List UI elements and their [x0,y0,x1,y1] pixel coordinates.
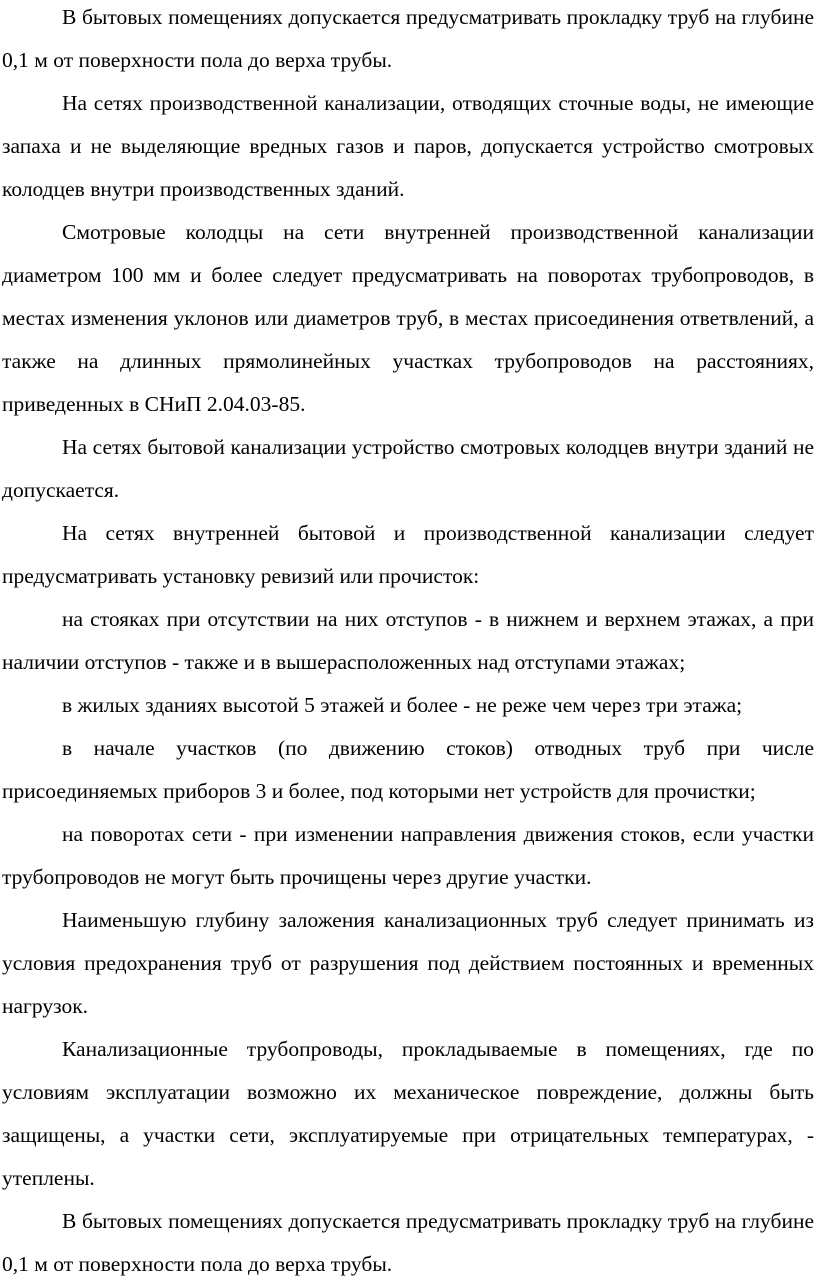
paragraph: на поворотах сети - при изменении направления движения стоков, если участки трубопроводов не могут быть прочищены через другие участки. [2,822,814,889]
document-body [2,0,814,1286]
paragraph: Смотровые колодцы на сети внутренней производственной канализации диаметром 100 мм и более следует предусматривать на поворотах трубопроводов, в местах изменения уклонов или диаметров труб, в местах присоединения ответвлений, а также на длинных прямолинейных участках трубопроводов на расстояниях, приведенных в СНиП 2.04.03-85. [2,220,814,416]
paragraph: в начале участков (по движению стоков) отводных труб при числе присоединяемых приборов 3 и более, под которыми нет устройств для прочистки; [2,736,814,803]
paragraph: На сетях внутренней бытовой и производственной канализации следует предусматривать установку ревизий или прочисток: [2,521,814,588]
paragraph: В бытовых помещениях допускается предусматривать прокладку труб на глубине 0,1 м от поверхности пола до верха трубы. [2,5,814,72]
paragraph: в жилых зданиях высотой 5 этажей и более - не реже чем через три этажа; [62,693,743,717]
paragraph: Наименьшую глубину заложения канализационных труб следует принимать из условия предохранения труб от разрушения под действием постоянных и временных нагрузок. [2,908,814,1018]
paragraph: На сетях производственной канализации, отводящих сточные воды, не имеющие запаха и не выделяющие вредных газов и паров, допускается устройство смотровых колодцев внутри производственных зданий. [2,91,814,201]
paragraph: Канализационные трубопроводы, прокладываемые в помещениях, где по условиям эксплуатации возможно их механическое повреждение, должны быть защищены, а участки сети, эксплуатируемые при отрицательных температурах, - утеплены. [2,1037,814,1190]
paragraph: В бытовых помещениях допускается предусматривать прокладку труб на глубине 0,1 м от поверхности пола до верха трубы. [2,1209,814,1276]
paragraph: на стояках при отсутствии на них отступов - в нижнем и верхнем этажах, а при наличии отступов - также и в вышерасположенных над отступами этажах; [2,607,814,674]
paragraph: На сетях бытовой канализации устройство смотровых колодцев внутри зданий не допускается. [2,435,814,502]
